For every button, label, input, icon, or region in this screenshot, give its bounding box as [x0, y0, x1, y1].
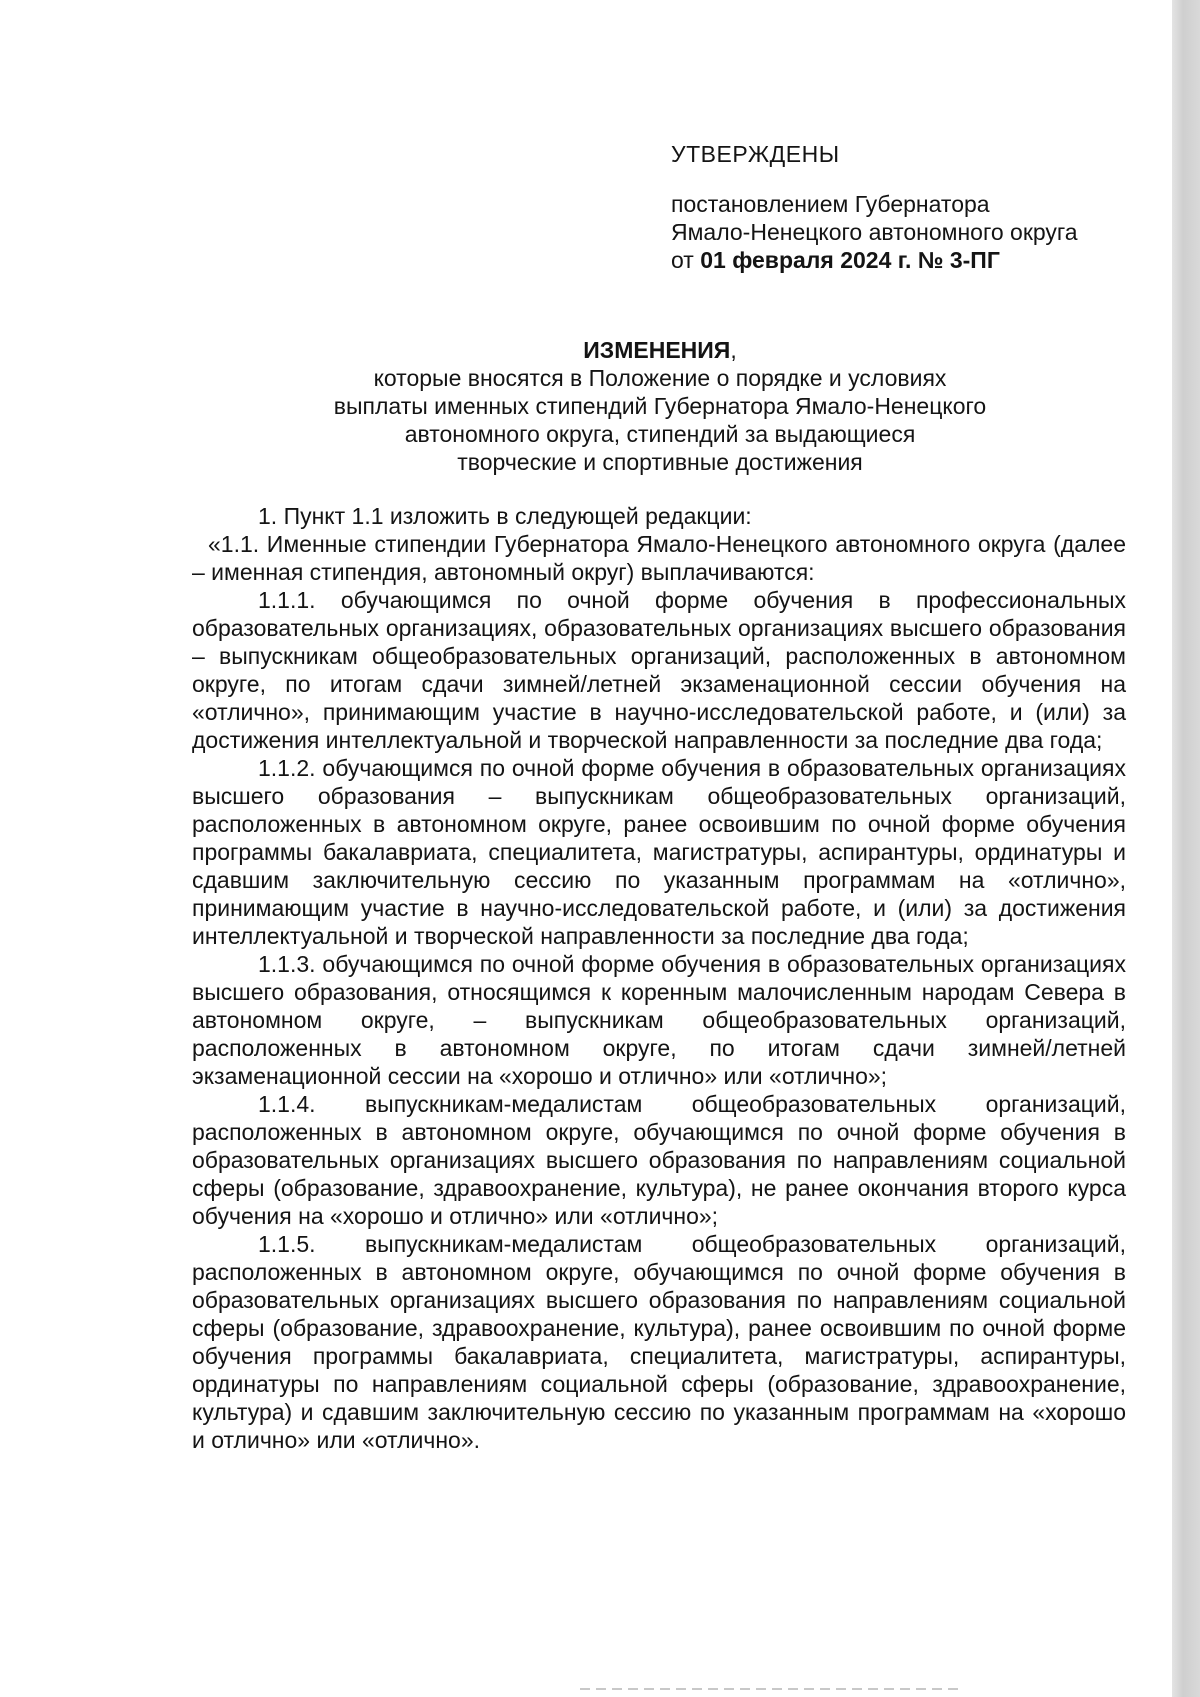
paragraph-1-1: «1.1. Именные стипендии Губернатора Ямало-Ненецкого автономного округа (далее – именная стипендия, автономный округ) выплачиваются:	[192, 531, 1126, 585]
paragraph-1-1-4: 1.1.4. выпускникам-медалистам общеобразовательных организаций, расположенных в автономном округе, обучающимся по очной форме обучения в образовательных организациях высшего образования по направлениям социальной сферы (образование, здравоохранение, культура), не ранее окончания второго курса обучения на «хорошо и отлично» или «отлично»;	[192, 1091, 1126, 1229]
document-subtitle-line-4: творческие и спортивные достижения	[457, 449, 863, 475]
paragraph-1-1-1: 1.1.1. обучающимся по очной форме обучения в профессиональных образовательных организациях, образовательных организациях высшего образования – выпускникам общеобразовательных организаций, расположенных в автономном округе, по итогам сдачи зимней/летней экзаменационной сессии обучения на «отлично», принимающим участие в научно-исследовательской работе, и (или) за достижения интеллектуальной и творческой направленности за последние два года;	[192, 587, 1126, 753]
paragraph-1-1-5: 1.1.5. выпускникам-медалистам общеобразовательных организаций, расположенных в автономном округе, обучающимся по очной форме обучения в образовательных организациях высшего образования по направлениям социальной сферы (образование, здравоохранение, культура), ранее освоившим по очной форме обучения программы бакалавриата, специалитета, магистратуры, аспирантуры, ординатуры по направлениям социальной сферы (образование, здравоохранение, культура) и сдавшим заключительную сессию по указанным программам на «хорошо и отлично» или «отлично».	[192, 1231, 1126, 1453]
approval-line-3	[671, 246, 1141, 274]
document-heading	[160, 336, 1160, 476]
approval-date-prefix: от	[671, 247, 701, 273]
paragraph-1-1-3: 1.1.3. обучающимся по очной форме обучения в образовательных организациях высшего образования, относящимся к коренным малочисленным народам Севера в автономном округе, – выпускникам общеобразовательных организаций, расположенных в автономном округе, по итогам сдачи зимней/летней экзаменационной сессии на «хорошо и отлично» или «отлично»;	[192, 951, 1126, 1089]
document-title-text: ИЗМЕНЕНИЯ	[583, 337, 731, 363]
document-subtitle-line-1: которые вносятся в Положение о порядке и условиях	[373, 365, 947, 391]
approval-date-number: 01 февраля 2024 г. № 3-ПГ	[700, 247, 1000, 273]
document-body	[192, 502, 1126, 1454]
document-subtitle-line-2: выплаты именных стипендий Губернатора Ямало-Ненецкого	[333, 393, 987, 419]
page-edge-shadow	[1172, 0, 1200, 1697]
approval-block	[671, 140, 1141, 274]
scan-artifact	[580, 1688, 960, 1690]
approval-line-1: постановлением Губернатора	[671, 191, 990, 217]
document-title	[160, 336, 1160, 364]
paragraph-item-1: 1. Пункт 1.1 изложить в следующей редакции:	[258, 503, 752, 529]
document-title-comma: ,	[730, 337, 737, 363]
document-subtitle-line-3: автономного округа, стипендий за выдающиеся	[404, 421, 916, 447]
paragraph-1-1-2: 1.1.2. обучающимся по очной форме обучения в образовательных организациях высшего образования – выпускникам общеобразовательных организаций, расположенных в автономном округе, ранее освоившим по очной форме обучения программы бакалавриата, специалитета, магистратуры, аспирантуры, ординатуры и сдавшим заключительную сессию по указанным программам на «отлично», принимающим участие в научно-исследовательской работе, и (или) за достижения интеллектуальной и творческой направленности за последние два года;	[192, 755, 1126, 949]
approval-heading: УТВЕРЖДЕНЫ	[671, 141, 840, 167]
approval-line-2: Ямало-Ненецкого автономного округа	[671, 219, 1078, 245]
